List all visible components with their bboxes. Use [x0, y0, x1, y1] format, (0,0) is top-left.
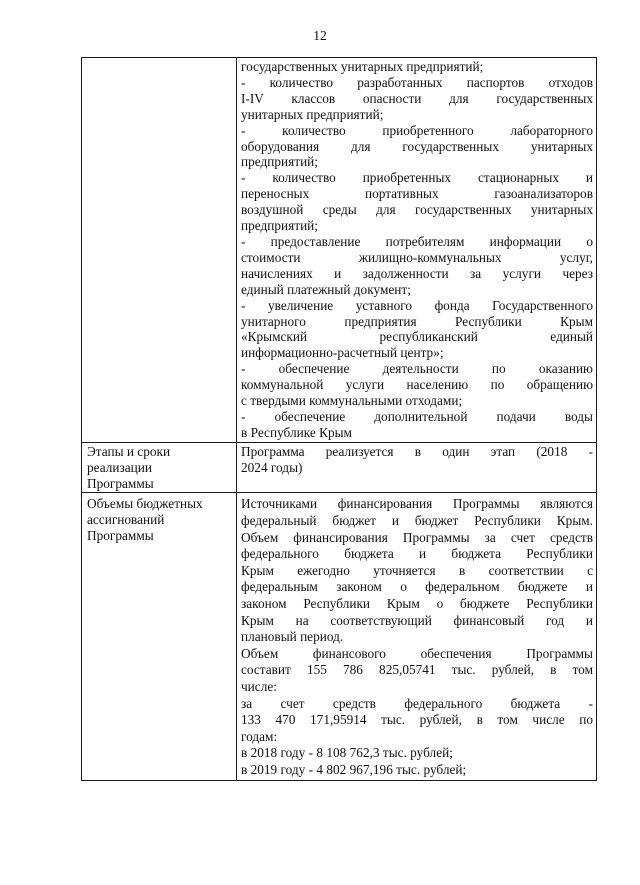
content-line: за счет средств федерального бюджета - [241, 695, 593, 711]
content-line: Объем финансирования Программы за счет средств [241, 529, 593, 545]
content-line: начислениях и задолженности за услуги через [241, 265, 593, 281]
row-label-line: реализации [87, 459, 152, 475]
content-line: федерального бюджета и бюджета Республики [241, 546, 593, 562]
row-label-line: ассигнований [87, 512, 165, 528]
content-line: в 2018 году - 8 108 762,3 тыс. рублей; [241, 745, 453, 761]
content-line: плановый период. [241, 629, 344, 645]
content-line: единый платежный документ; [241, 281, 411, 297]
row-content-cell [237, 58, 597, 443]
page-number: 12 [313, 28, 327, 43]
content-line: воздушной среды для государственных унитарных [241, 202, 593, 218]
row-label-line: Программы [87, 528, 154, 544]
content-line: предприятий; [241, 218, 318, 234]
content-line: числе: [241, 679, 277, 694]
table-row [82, 58, 597, 443]
row-label-cell [82, 442, 237, 493]
content-line: составит 155 786 825,05741 тыс. рублей, в том [241, 662, 593, 678]
content-line: оборудования для государственных унитарных [241, 138, 593, 154]
content-line: унитарных предприятий; [241, 106, 384, 122]
table-row [82, 442, 597, 493]
content-line: в 2019 году - 4 802 967,196 тыс. рублей; [241, 761, 467, 777]
content-line: - увеличение уставного фонда Государственного [241, 297, 593, 313]
content-line: предприятий; [241, 154, 318, 170]
row-label-cell [82, 58, 237, 443]
content-line: Крым ежегодно уточняется в соответствии с [241, 562, 593, 578]
content-line: - количество приобретенного лабораторного [241, 122, 593, 138]
content-line: законом Республики Крым о бюджете Республики [241, 596, 593, 612]
row-label-line: Объемы бюджетных [87, 496, 203, 512]
content-line: федеральный бюджет и бюджет Республики Крым. [241, 513, 593, 529]
content-line: Объем финансового обеспечения Программы [241, 645, 593, 661]
table-row [82, 493, 597, 780]
content-line: стоимости жилищно-коммунальных услуг, [241, 249, 593, 265]
row-label-line: Программы [87, 475, 154, 491]
content-line: 2024 годы) [241, 459, 303, 475]
content-line: - обеспечение дополнительной подачи воды [241, 408, 593, 424]
content-line: 133 470 171,95914 тыс. рублей, в том числе по [241, 712, 593, 728]
content-line: информационно-расчетный центр»; [241, 345, 444, 361]
content-line: переносных портативных газоанализаторов [241, 186, 593, 202]
content-line: I-IV классов опасности для государственных [241, 90, 593, 106]
row-content-cell [237, 442, 597, 493]
content-line: годам: [241, 728, 278, 744]
content-line: коммунальной услуги населению по обращению [241, 377, 593, 393]
content-line: - количество приобретенных стационарных и [241, 170, 593, 186]
content-line: - обеспечение деятельности по оказанию [241, 361, 593, 377]
content-line: государственных унитарных предприятий; [241, 59, 484, 74]
row-label-cell [82, 493, 237, 780]
content-line: - предоставление потребителям информации о [241, 233, 593, 249]
content-line: с твердыми коммунальными отходами; [241, 393, 463, 409]
content-line: федеральным законом о федеральном бюджете и [241, 579, 593, 595]
content-line: унитарного предприятия Республики Крым [241, 313, 593, 329]
content-line: Программа реализуется в один этап (2018 - [241, 443, 593, 459]
content-line: Крым на соответствующий финансовый год и [241, 612, 593, 628]
content-line: - количество разработанных паспортов отходов [241, 74, 593, 90]
content-line: в Республике Крым [241, 424, 352, 440]
row-label-line: Этапы и сроки [87, 443, 171, 459]
row-content-cell [237, 493, 597, 780]
program-passport-table [81, 57, 597, 781]
content-line: «Крымский республиканский единый [241, 329, 593, 345]
content-line: Источниками финансирования Программы являются [241, 496, 593, 512]
